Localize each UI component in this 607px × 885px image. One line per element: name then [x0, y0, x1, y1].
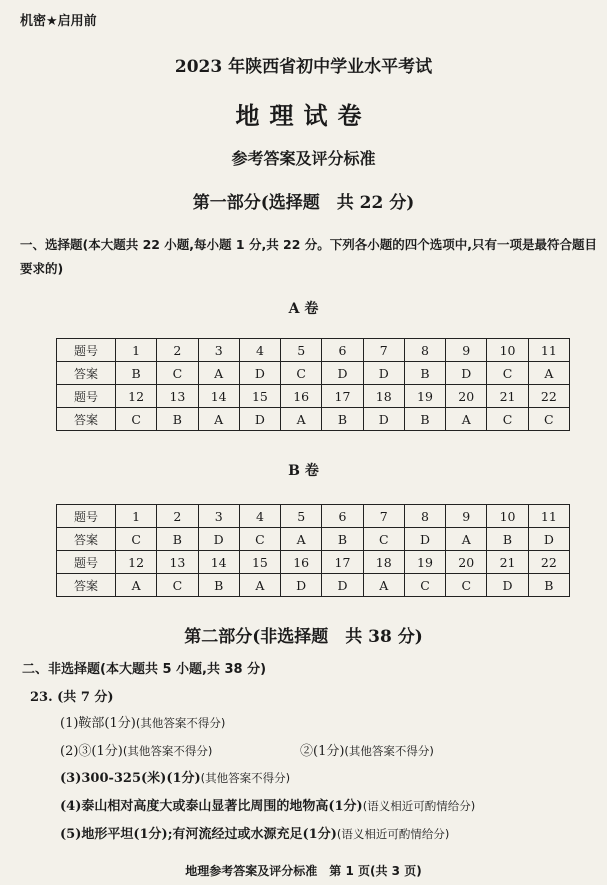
- question-number-cell: 7: [363, 505, 404, 528]
- answer-cell: B: [404, 362, 445, 385]
- question-number-header: 题号: [57, 339, 116, 362]
- question-number-cell: 11: [528, 339, 569, 362]
- question-number-cell: 10: [487, 339, 528, 362]
- question-number-cell: 18: [363, 385, 404, 408]
- answer-cell: A: [528, 362, 569, 385]
- question-number-cell: 7: [363, 339, 404, 362]
- table-row: [57, 528, 570, 551]
- question-number-cell: 19: [404, 385, 445, 408]
- table-row: [57, 339, 570, 362]
- answer-cell: B: [528, 574, 569, 597]
- answer-header: 答案: [57, 528, 116, 551]
- answer-cell: D: [363, 362, 404, 385]
- table-row: [57, 551, 570, 574]
- q23-answer-3: [60, 767, 290, 786]
- volume-b-label: B 卷: [288, 463, 319, 479]
- question-number-cell: 17: [322, 551, 363, 574]
- subject-title: 地理试卷: [235, 101, 372, 130]
- q23-answer-1-note: (其他答案不得分): [135, 716, 226, 730]
- page-footer: 地理参考答案及评分标准 第 1 页(共 3 页): [185, 864, 422, 878]
- question-number-cell: 4: [239, 505, 280, 528]
- question-number-cell: 5: [281, 505, 322, 528]
- answer-cell: C: [116, 408, 157, 431]
- answer-cell: A: [363, 574, 404, 597]
- question-number-cell: 6: [322, 339, 363, 362]
- question-number-cell: 20: [446, 385, 487, 408]
- table-row: [57, 505, 570, 528]
- answer-cell: A: [198, 408, 239, 431]
- answer-cell: C: [487, 362, 528, 385]
- question-number-cell: 18: [363, 551, 404, 574]
- answer-cell: A: [198, 362, 239, 385]
- question-number-cell: 11: [528, 505, 569, 528]
- question-number-cell: 15: [239, 551, 280, 574]
- q23-answer-1: [60, 712, 225, 731]
- q23-answer-2b-text: ②(1分): [300, 744, 345, 759]
- question-number-cell: 13: [157, 551, 198, 574]
- question-number-cell: 15: [239, 385, 280, 408]
- answer-cell: D: [322, 362, 363, 385]
- question-number-cell: 1: [116, 505, 157, 528]
- q23-answer-5: [60, 823, 449, 842]
- question-number-cell: 12: [116, 551, 157, 574]
- table-row: [57, 362, 570, 385]
- question-number-cell: 16: [281, 551, 322, 574]
- question-number-cell: 4: [239, 339, 280, 362]
- question-number-header: 题号: [57, 551, 116, 574]
- part1-title: 第一部分(选择题 共 22 分): [192, 193, 415, 213]
- question-number-header: 题号: [57, 505, 116, 528]
- question-number-cell: 21: [487, 551, 528, 574]
- answer-cell: A: [281, 408, 322, 431]
- answer-cell: A: [116, 574, 157, 597]
- q23-answer-2-text: (2)③(1分): [60, 744, 123, 759]
- answer-cell: D: [487, 574, 528, 597]
- answer-cell: C: [446, 574, 487, 597]
- part2-section-heading: 二、非选择题(本大题共 5 小题,共 38 分): [22, 662, 267, 677]
- answer-cell: D: [239, 362, 280, 385]
- answer-cell: C: [404, 574, 445, 597]
- answer-cell: D: [281, 574, 322, 597]
- question-number-cell: 22: [528, 385, 569, 408]
- answer-cell: A: [281, 528, 322, 551]
- q23-answer-3-text: (3)300-325(米)(1分): [60, 771, 201, 786]
- q23-answer-5-note: (语义相近可酌情给分): [336, 827, 450, 841]
- q23-answer-4: [60, 795, 475, 814]
- exam-title: 2023 年陕西省初中学业水平考试: [174, 57, 433, 77]
- answer-header: 答案: [57, 408, 116, 431]
- table-row: [57, 385, 570, 408]
- question-number-cell: 1: [116, 339, 157, 362]
- q23-answer-2b-note: (其他答案不得分): [344, 744, 434, 758]
- volume-a-answer-table: [56, 338, 570, 431]
- table-row: [57, 574, 570, 597]
- question-number-cell: 5: [281, 339, 322, 362]
- answer-cell: B: [157, 528, 198, 551]
- question-number-cell: 3: [198, 339, 239, 362]
- question-number-cell: 13: [157, 385, 198, 408]
- question-number-cell: 16: [281, 385, 322, 408]
- answer-cell: D: [404, 528, 445, 551]
- answer-cell: B: [322, 408, 363, 431]
- answer-cell: C: [157, 362, 198, 385]
- question-number-cell: 19: [404, 551, 445, 574]
- answer-cell: C: [239, 528, 280, 551]
- question-number-cell: 3: [198, 505, 239, 528]
- question-number-cell: 22: [528, 551, 569, 574]
- q23-answer-3-note: (其他答案不得分): [200, 771, 291, 785]
- table-row: [57, 408, 570, 431]
- question-number-cell: 2: [157, 505, 198, 528]
- answer-cell: C: [281, 362, 322, 385]
- question-number-cell: 17: [322, 385, 363, 408]
- question-number-cell: 9: [446, 339, 487, 362]
- question-number-cell: 2: [157, 339, 198, 362]
- volume-b-answer-table: [56, 504, 570, 597]
- answer-cell: B: [322, 528, 363, 551]
- part1-instruction: 一、选择题(本大题共 22 小题,每小题 1 分,共 22 分。下列各小题的四个选项中,只有一项是最符合题目要求的): [20, 237, 598, 276]
- answer-cell: A: [446, 408, 487, 431]
- confidential-mark: 机密★启用前: [20, 14, 97, 29]
- doc-type-title: 参考答案及评分标准: [231, 149, 376, 168]
- question-number-cell: 10: [487, 505, 528, 528]
- q23-answer-2: [60, 740, 212, 759]
- q23-answer-1-text: (1)鞍部(1分): [60, 716, 136, 731]
- answer-cell: D: [363, 408, 404, 431]
- answer-cell: D: [446, 362, 487, 385]
- q23-answer-4-text: (4)泰山相对高度大或泰山显著比周围的地物高(1分): [60, 799, 363, 814]
- answer-cell: C: [363, 528, 404, 551]
- answer-cell: A: [446, 528, 487, 551]
- question-number-cell: 6: [322, 505, 363, 528]
- answer-cell: C: [116, 528, 157, 551]
- q23-answer-4-note: (语义相近可酌情给分): [362, 799, 476, 813]
- question-number-cell: 9: [446, 505, 487, 528]
- question-number-cell: 8: [404, 339, 445, 362]
- answer-cell: C: [487, 408, 528, 431]
- answer-cell: D: [322, 574, 363, 597]
- question-number-cell: 14: [198, 385, 239, 408]
- answer-header: 答案: [57, 362, 116, 385]
- q23-answer-2b: [300, 740, 434, 759]
- q23-answer-2-note: (其他答案不得分): [122, 744, 213, 758]
- answer-cell: B: [157, 408, 198, 431]
- q23-answer-5-text: (5)地形平坦(1分);有河流经过或水源充足(1分): [60, 827, 337, 842]
- answer-cell: C: [528, 408, 569, 431]
- answer-cell: A: [239, 574, 280, 597]
- answer-cell: C: [157, 574, 198, 597]
- answer-cell: B: [198, 574, 239, 597]
- answer-cell: B: [116, 362, 157, 385]
- answer-cell: D: [528, 528, 569, 551]
- question-number-header: 题号: [57, 385, 116, 408]
- volume-a-label: A 卷: [288, 301, 319, 317]
- question-number-cell: 21: [487, 385, 528, 408]
- answer-cell: B: [487, 528, 528, 551]
- question-number-cell: 8: [404, 505, 445, 528]
- part2-title: 第二部分(非选择题 共 38 分): [184, 627, 423, 647]
- question-number-cell: 14: [198, 551, 239, 574]
- answer-header: 答案: [57, 574, 116, 597]
- question-number-cell: 20: [446, 551, 487, 574]
- answer-cell: B: [404, 408, 445, 431]
- question-number-cell: 12: [116, 385, 157, 408]
- answer-cell: D: [239, 408, 280, 431]
- answer-cell: D: [198, 528, 239, 551]
- question-23-heading: 23. (共 7 分): [30, 690, 114, 705]
